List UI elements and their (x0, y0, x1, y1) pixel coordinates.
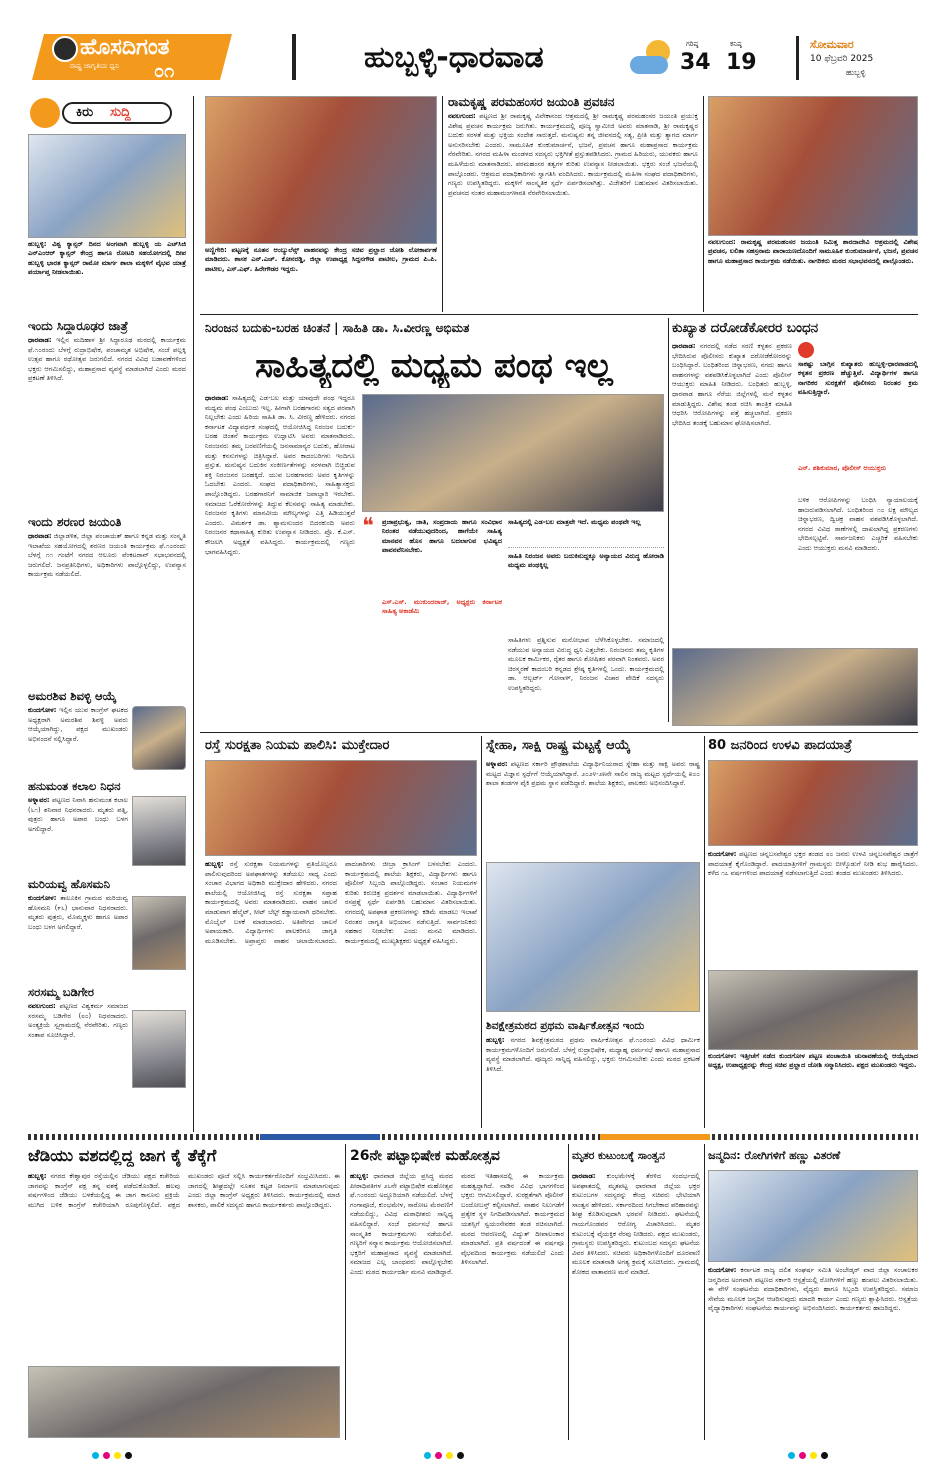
shivakshetra-place: ಹುಬ್ಬಳ್ಳಿ: (486, 1036, 505, 1044)
obit-place: ಕುಂದಗೋಳ: (28, 706, 57, 714)
column-rule (668, 318, 669, 722)
column-rule (345, 1144, 346, 1440)
crime-highlight-text: ಸಾಕಷ್ಟು ಬಾಗ್ಗಿನ ಕುಖ್ಯಾತರು ಹುಬ್ಬಳ್ಳಿ-ಧಾರವಾಡದಲ್ಲಿ ಕಳ್ಳತನ ಪ್ರಕರಣ ಹೆಚ್ಚುತ್ತಿವೆ. ವಿದ್ಯಾರ್ಥಿಗಳ ಹಾಗೂ ನಾಗರಿಕರ ಸುರಕ್ಷತೆಗೆ ಪೊಲೀಸರು ನಿರಂತರ ಕ್ರಮ ವಹಿಸುತ್ತಿದ್ದಾರೆ. (798, 360, 918, 397)
padayatra-title: 80 ಜನರಿಂದ ಉಳವಿ ಪಾದಯಾತ್ರೆ (708, 738, 852, 753)
lead-headline: ಸಾಹಿತ್ಯದಲ್ಲಿ ಮಧ್ಯಮ ಪಂಥ ಇಲ್ಲ (255, 346, 613, 386)
sneha-body (486, 760, 700, 856)
jdu-photo (28, 1366, 340, 1438)
alert-icon (798, 342, 814, 358)
obit-body (28, 796, 128, 866)
lead-place: ಧಾರವಾಡ: (205, 394, 229, 402)
obit-place: ಕುಂದಗೋಳ: (28, 894, 57, 902)
mritara-body (572, 1172, 700, 1438)
lead-quote: ಪ್ರಜಾಪ್ರಭುತ್ವ, ಜಾತಿ, ಸಂಪ್ರದಾಯ ಹಾಗೂ ಸಂವಿಧಾನ ನಿರಂತರ ನಡೆಯುವುದರಿಂದ, ಹಾಗೆಯೇ ಸಾಹಿತ್ಯ ಮಾನವನ ಹೊಸ ಹಾಗೂ ಬದಲಾಗುವ ಭವಿಷ್ಯದ ಪಾವನವೆನಿಸಬೇಕು. (382, 518, 502, 555)
lead-quote-author: ಎಸ್.ಎಸ್. ಮುಕುಂದರಾಜ್, ಅಧ್ಯಕ್ಷರು ಕರ್ನಾಟಕ ಸಾಹಿತ್ಯ ಅಕಾಡೆಮಿ (382, 598, 502, 616)
lead-bullets (508, 518, 664, 630)
weather-icon (628, 38, 676, 78)
quote-icon: ❝ (362, 514, 374, 539)
lead-body-left (205, 394, 355, 724)
brand-name: ಹೊಸದಿಗಂತ (80, 35, 170, 60)
section-rule (200, 732, 918, 733)
sneha-photo (486, 862, 700, 1012)
obit-title: ಸರಸಮ್ಮ ಬಡಿಗೇರ (28, 985, 94, 999)
road-safety-photo (205, 760, 477, 856)
crime-body-2: ಬಳಿಕ ಆರೋಪಿಗಳನ್ನು ಬಂಧಿಸಿ ನ್ಯಾಯಾಲಯಕ್ಕೆ ಹಾಜರುಪಡಿಸಲಾಗಿದೆ. ಬಂಧಿತರಿಂದ ೧೦ ಲಕ್ಷ ಮೌಲ್ಯದ ಚಿನ್ನಾಭರಣ, ದ್ವಿಚಕ್ರ ವಾಹನ ವಶಪಡಿಸಿಕೊಳ್ಳಲಾಗಿದೆ. ನಗರದ ವಿವಿಧ ಠಾಣೆಗಳಲ್ಲಿ ದಾಖಲಾಗಿದ್ದ ಪ್ರಕರಣಗಳು ಭೇದಿಸಲ್ಪಟ್ಟಿವೆ. ಸಾರ್ವಜನಿಕರು ಎಚ್ಚರಿಕೆ ವಹಿಸಬೇಕು ಎಂದು ಆಯುಕ್ತರು ಮನವಿ ಮಾಡಿದರು. (798, 496, 918, 552)
day-label: ಸೋಮವಾರ (810, 38, 854, 51)
obit-portrait (132, 1010, 186, 1088)
column-rule (481, 736, 482, 1128)
padayatra-photo (708, 760, 918, 846)
paramahamsa-title: ರಾಮಕೃಷ್ಣ ಪರಮಹಂಸರ ಜಯಂತಿ ಪ್ರವಚನ (448, 95, 615, 109)
police-photo (672, 648, 918, 726)
accent-bar-orange (600, 1134, 710, 1140)
pattabhisheka-title: 26ನೇ ಪಟ್ಟಾಭಿಷೇಕ ಮಹೋತ್ಸವ (350, 1148, 500, 1164)
obit-text: ತಾಲೂಕಿನ ಗ್ರಾಮದ ಮರಿಯವ್ವ ಹೊಸಮನಿ (೯೬) ಭಾನುವಾರ ನಿಧನರಾದರು. ಮೃತರು ಪುತ್ರರು, ಮೊಮ್ಮಕ್ಕಳು ಹಾಗೂ ಅಪಾರ ಬಂಧು ಬಳಗ ಅಗಲಿದ್ದಾರೆ. (28, 894, 128, 931)
obit-place: ನವಲಗುಂದ: (28, 1002, 56, 1010)
kiru-item-place: ಧಾರವಾಡ: (28, 336, 52, 344)
road-safety-body (205, 860, 477, 1128)
obit-body (28, 1002, 128, 1130)
crime-place: ಧಾರವಾಡ: (672, 342, 696, 350)
birthday-title: ಜನ್ಮದಿನ: ರೋಗಿಗಳಿಗೆ ಹಣ್ಣು ವಿತರಣೆ (708, 1149, 841, 1162)
title-divider (292, 34, 296, 80)
min-temp-value: 19 (726, 50, 757, 75)
lead-text: ಸಾಹಿತ್ಯದಲ್ಲಿ ಎಡ-ಬಲ ಮತ್ತು ಯಾವುದೇ ಪಂಥ ಇದ್ದರೂ ಮಧ್ಯಮ ಪಂಥ ಎಂಬುದು ಇಲ್ಲ. ಹೀಗಾಗಿ ಬರಹಗಾರನು ಸತ್ಯದ ಪರವಾಗಿ ನಿಲ್ಲಬೇಕು ಎಂದು ಹಿರಿಯ ಸಾಹಿತಿ ಡಾ. ಸಿ. ವೀರಣ್ಣ ಹೇಳಿದರು. ನಗರದ ಕರ್ನಾಟಕ ವಿದ್ಯಾವರ್ಧಕ ಸಂಘದಲ್ಲಿ ಆಯೋಜಿಸಿದ್ದ ನಿರಂಜನ ಬದುಕು-ಬರಹ ಚಿಂತನೆ ಕಾರ್ಯಕ್ರಮ ಉದ್ಘಾಟಿಸಿ ಅವರು ಮಾತನಾಡಿದರು. ನಿರಂಜನರು ತಮ್ಮ ಬರವಣಿಗೆಯಲ್ಲಿ ಜನಸಾಮಾನ್ಯರ ಬದುಕು, ಹೋರಾಟ ಮತ್ತು ಕನಸುಗಳನ್ನು ಚಿತ್ರಿಸಿದ್ದಾರೆ. ಅವರ ಕಾದಂಬರಿಗಳು ಇಂದಿಗೂ ಪ್ರಸ್ತುತ. ಮನುಷ್ಯನ ಬದುಕಿನ ಸಂಕೀರ್ಣತೆಗಳನ್ನು ಸರಳವಾಗಿ ಬಿಚ್ಚಿಡುವ ಶಕ್ತಿ ನಿರಂಜನರ ಬರಹಕ್ಕಿದೆ. ಯುವ ಬರಹಗಾರರು ಅವರ ಕೃತಿಗಳನ್ನು ಓದಬೇಕು ಎಂದರು. ಸಂಘದ ಪದಾಧಿಕಾರಿಗಳು, ಸಾಹಿತ್ಯಾಸಕ್ತರು ಪಾಲ್ಗೊಂಡಿದ್ದರು. ಬರಹಗಾರನಿಗೆ ಸಾಮಾಜಿಕ ಜವಾಬ್ದಾರಿ ಇರಬೇಕು. ಸಮಾಜದ ಓರೆಕೋರೆಗಳನ್ನು ತಿದ್ದುವ ಕೆಲಸವನ್ನು ಸಾಹಿತ್ಯ ಮಾಡಬೇಕು. ನಿರಂಜನರ ಕೃತಿಗಳು ಮಾನವೀಯ ಮೌಲ್ಯಗಳನ್ನು ಎತ್ತಿ ಹಿಡಿಯುತ್ತವೆ ಎಂದರು. ವಿಮರ್ಶಕ ಡಾ. ಶ್ಯಾಮಸುಂದರ ಬಿದರಕುಂದಿ ಅವರು ನಿರಂಜನರ ಕಥಾಸಾಹಿತ್ಯ ಕುರಿತು ಉಪನ್ಯಾಸ ನೀಡಿದರು. ಪ್ರೊ. ಕೆ.ಎಸ್. ಕೌಜಲಗಿ ಅಧ್ಯಕ್ಷತೆ ವಹಿಸಿದ್ದರು. ಕಾರ್ಯಕ್ರಮದಲ್ಲಿ ಗಣ್ಯರು ಭಾಗವಹಿಸಿದ್ದರು. (205, 394, 355, 556)
crime-highlight-author: ಎನ್. ಶಶಿಕುಮಾರ, ಪೊಲೀಸ್ ಆಯುಕ್ತರು (798, 464, 887, 472)
shivakshetra-body (486, 1036, 700, 1128)
section-stripe (28, 1134, 918, 1140)
pattabhisheka-body (350, 1172, 564, 1438)
cancer-day-caption: ಹುಬ್ಬಳ್ಳಿ: ವಿಶ್ವ ಕ್ಯಾನ್ಸರ್ ದಿನದ ಅಂಗವಾಗಿ ಹುಬ್ಬಳ್ಳಿ ಯ ಎಚ್‌ಸಿಜಿ ಎನ್‌ಎಂಆರ್ ಕ್ಯಾನ್ಸರ್ ಕೇಂದ್ರ ಹಾಗೂ ರೋಟರಿ ಸಹಯೋಗದಲ್ಲಿ ದೀಪ ಹುಬ್ಬಳ್ಳಿ ಭಾರತ ಕ್ಯಾನ್ಸರ್ ರಾಮೋ ಮಾರ್ಗ ಶಾಲಾ ಮಕ್ಕಳಿಗೆ ವೈಭವ ಯಾತ್ರೆ ಪರ್ಯಾಪ್ತ ನೀಡಲಾಯಿತು. (28, 240, 186, 277)
cancer-day-photo (28, 134, 186, 238)
road-safety-title: ರಸ್ತೆ ಸುರಕ್ಷತಾ ನಿಯಮ ಪಾಲಿಸಿ: ಮುಕ್ತೇದಾರ (205, 738, 390, 753)
edition-title: ಹುಬ್ಬಳ್ಳಿ-ಧಾರವಾಡ (364, 40, 544, 75)
color-registration-marks (788, 1444, 832, 1460)
obit-text: ಪಟ್ಟಣದ ನಿವಾಸಿ ಹನುಮಂತ ಕಲಾಲ (೬೧) ಶನಿವಾರ ನಿಧನರಾದರು. ಮೃತರು ಪತ್ನಿ, ಪುತ್ರರು ಹಾಗೂ ಅಪಾರ ಬಂಧು ಬಳಗ ಅಗಲಿದ್ದಾರೆ. (28, 796, 128, 833)
column-rule (442, 96, 443, 312)
crime-highlight (798, 342, 918, 492)
obit-portrait (132, 706, 186, 770)
section-rule (200, 314, 918, 315)
color-registration-marks (92, 1444, 136, 1460)
kiru-item-text: ಜಿಲ್ಲಾಡಳಿತ, ಜಿಲ್ಲಾ ಪಂಚಾಯತ್ ಹಾಗೂ ಕನ್ನಡ ಮತ್ತು ಸಂಸ್ಕೃತಿ ಇಲಾಖೆಯ ಸಹಯೋಗದಲ್ಲಿ ಶರಣರ ಜಯಂತಿ ಕಾರ್ಯಕ್ರಮ ಫೆ.೧೦ರಂದು ಬೆಳಗ್ಗೆ ೧೧ ಗಂಟೆಗೆ ನಗರದ ಆಲೂರು ವೆಂಕಟರಾವ್ ಸಭಾಭವನದಲ್ಲಿ ಜರುಗಲಿದೆ. ಜನಪ್ರತಿನಿಧಿಗಳು, ಅಧಿಕಾರಿಗಳು ಪಾಲ್ಗೊಳ್ಳಲಿದ್ದು, ಉಪನ್ಯಾಸ ಕಾರ್ಯಕ್ರಮ ನಡೆಯಲಿದೆ. (28, 532, 186, 579)
column-rule (703, 96, 704, 312)
lead-bullet: ಸಾಹಿತಿ ನಿರಂಜನ ಅವರು ಬದುಕಿನುದ್ದಕ್ಕೂ ಅನ್ಯಾಯದ ವಿರುದ್ಧ ಹೋರಾಡಿ ಮಧ್ಯಮ ಪಂಥಕ್ಕಿಲ್ಲ (508, 552, 664, 570)
birthday-text: ಕರ್ನಾಟಕ ರಾಜ್ಯ ದಲಿತ ಸಂಘರ್ಷ ಸಮಿತಿ ಅಂಬೇಡ್ಕರ್ ವಾದ ಜಿಲ್ಲಾ ಸಂಚಾಲಕರ ಜನ್ಮದಿನದ ಅಂಗವಾಗಿ ಪಟ್ಟಣದ ಸರ್ಕಾರಿ ಆಸ್ಪತ್ರೆಯಲ್ಲಿ ರೋಗಿಗಳಿಗೆ ಹಣ್ಣು ಹಂಪಲು ವಿತರಿಸಲಾಯಿತು. ಈ ವೇಳೆ ಸಂಘಟನೆಯ ಪದಾಧಿಕಾರಿಗಳು, ವೈದ್ಯರು ಹಾಗೂ ಸಿಬ್ಬಂದಿ ಉಪಸ್ಥಿತರಿದ್ದರು. ಸಮಾಜ ಸೇವೆಯ ಮೂಲಕ ಜನ್ಮದಿನ ಆಚರಿಸುವುದು ಮಾದರಿ ಕಾರ್ಯ ಎಂದು ಗಣ್ಯರು ಶ್ಲಾಘಿಸಿದರು. ಆಸ್ಪತ್ರೆಯ ವೈದ್ಯಾಧಿಕಾರಿಗಳು ಸಂಘಟನೆಯ ಕಾರ್ಯವನ್ನು ಅಭಿನಂದಿಸಿದರು. ಕಾರ್ಯಕರ್ತರು ಹಾಜರಿದ್ದರು. (708, 1266, 918, 1313)
color-registration-marks (424, 1444, 468, 1460)
date-divider (796, 36, 799, 80)
pattabhisheka-place: ಹುಬ್ಬಳ್ಳಿ: (350, 1172, 369, 1180)
max-temp-label: ಗರಿಷ್ಠ (686, 40, 699, 48)
pattabhisheka-text: ಧಾರವಾಡ ಜಿಲ್ಲೆಯ ಪ್ರಸಿದ್ಧ ಮಠದ ಪೀಠಾಧಿಪತಿಗಳ ೨೬ನೇ ಪಟ್ಟಾಭಿಷೇಕ ಮಹೋತ್ಸವ ಫೆ.೧೦ರಂದು ಅದ್ದೂರಿಯಾಗಿ ನಡೆಯಲಿದೆ. ಬೆಳಗ್ಗೆ ಗಂಗಾಪೂಜೆ, ಕುಂಭಮೇಳ, ಸಾರೋಟ ಮೆರವಣಿಗೆ ನಡೆಯಲಿದ್ದು, ವಿವಿಧ ಮಠಾಧೀಶರು ಸಾನ್ನಿಧ್ಯ ವಹಿಸಲಿದ್ದಾರೆ. ಸಂಜೆ ಧರ್ಮಸಭೆ ಹಾಗೂ ಸಾಂಸ್ಕೃತಿಕ ಕಾರ್ಯಕ್ರಮಗಳು ನಡೆಯಲಿವೆ. ಗಣ್ಯರಿಗೆ ಸನ್ಮಾನ ಕಾರ್ಯಕ್ರಮ ಆಯೋಜಿಸಲಾಗಿದೆ. ಭಕ್ತರಿಗೆ ಮಹಾಪ್ರಸಾದ ವ್ಯವಸ್ಥೆ ಮಾಡಲಾಗಿದೆ. ಸಮಾಜದ ಎಲ್ಲ ಬಾಂಧವರು ಪಾಲ್ಗೊಳ್ಳಬೇಕು ಎಂದು ಮಠದ ಕಾರ್ಯದರ್ಶಿ ಮನವಿ ಮಾಡಿದ್ದಾರೆ. ಮಠದ ಇತಿಹಾಸದಲ್ಲಿ ಈ ಕಾರ್ಯಕ್ರಮ ಮಹತ್ವದ್ದಾಗಿದೆ. ನಾಡಿನ ವಿವಿಧ ಭಾಗಗಳಿಂದ ಭಕ್ತರು ಆಗಮಿಸಲಿದ್ದಾರೆ. ಸುರಕ್ಷತೆಗಾಗಿ ಪೊಲೀಸ್ ಬಂದೋಬಸ್ತ್ ಕಲ್ಪಿಸಲಾಗಿದೆ. ವಾಹನ ನಿಲುಗಡೆಗೆ ಪ್ರತ್ಯೇಕ ಸ್ಥಳ ನಿಗದಿಪಡಿಸಲಾಗಿದೆ. ಕಾರ್ಯಕ್ರಮದ ಯಶಸ್ಸಿಗೆ ಸ್ವಯಂಸೇವಕರ ತಂಡ ರಚಿಸಲಾಗಿದೆ. ಮಠದ ಆವರಣದಲ್ಲಿ ವಿದ್ಯುತ್ ದೀಪಾಲಂಕಾರ ಮಾಡಲಾಗಿದೆ. ಪ್ರತಿ ವರ್ಷದಂತೆ ಈ ವರ್ಷವೂ ವೈಭವದಿಂದ ಕಾರ್ಯಕ್ರಮ ನಡೆಯಲಿದೆ ಎಂದು ತಿಳಿಸಲಾಗಿದೆ. (350, 1172, 564, 1276)
kirusuddi-column (28, 96, 186, 1136)
obit-place: ಅಳ್ನಾವರ: (28, 796, 50, 804)
jdu-text: ನಗರದ ಕೇಶ್ವಾಪುರ ರಸ್ತೆಯಲ್ಲಿನ ಜೆಡಿಯು ಪಕ್ಷದ ಕಚೇರಿಯ ಜಾಗವನ್ನು ಕಾಂಗ್ರೆಸ್ ಪಕ್ಷ ತನ್ನ ವಶಕ್ಕೆ ಪಡೆದುಕೊಂಡಿದೆ. ಹಲವು ವರ್ಷಗಳಿಂದ ಜೆಡಿಯು ಬಳಕೆಯಲ್ಲಿದ್ದ ಈ ಜಾಗ ಕಾನೂನು ಪ್ರಕ್ರಿಯೆ ಮುಗಿದ ಬಳಿಕ ಕಾಂಗ್ರೆಸ್ ಕಚೇರಿಯಾಗಿ ರೂಪುಗೊಳ್ಳಲಿದೆ. ಪಕ್ಷದ ಮುಖಂಡರು ಪೂಜೆ ಸಲ್ಲಿಸಿ ಕಾರ್ಯಕರ್ತರೊಂದಿಗೆ ಸಂಭ್ರಮಿಸಿದರು. ಈ ಜಾಗದಲ್ಲಿ ಶೀಘ್ರದಲ್ಲೇ ನೂತನ ಕಟ್ಟಡ ನಿರ್ಮಾಣ ಮಾಡಲಾಗುವುದು ಎಂದು ಜಿಲ್ಲಾ ಕಾಂಗ್ರೆಸ್ ಅಧ್ಯಕ್ಷರು ತಿಳಿಸಿದರು. ಕಾರ್ಯಕ್ರಮದಲ್ಲಿ ಮಾಜಿ ಶಾಸಕರು, ಪಾಲಿಕೆ ಸದಸ್ಯರು ಹಾಗೂ ಕಾರ್ಯಕರ್ತರು ಪಾಲ್ಗೊಂಡಿದ್ದರು. (28, 1172, 340, 1209)
sneha-text: ಪಟ್ಟಣದ ಸರ್ಕಾರಿ ಪ್ರೌಢಶಾಲೆಯ ವಿದ್ಯಾರ್ಥಿನಿಯರಾದ ಸ್ನೇಹಾ ಮತ್ತು ಸಾಕ್ಷಿ ಅವರು ರಾಷ್ಟ್ರ ಮಟ್ಟದ ವಿಜ್ಞಾನ ಸ್ಪರ್ಧೆಗೆ ಆಯ್ಕೆಯಾಗಿದ್ದಾರೆ. ೨೦೨೪-೨೫ನೇ ಸಾಲಿನ ರಾಜ್ಯ ಮಟ್ಟದ ಸ್ಪರ್ಧೆಯಲ್ಲಿ ೫೦೦ ಶಾಲಾ ತಂಡಗಳ ಪೈಕಿ ಪ್ರಥಮ ಸ್ಥಾನ ಪಡೆದಿದ್ದಾರೆ. ಶಾಲೆಯ ಶಿಕ್ಷಕರು, ಪಾಲಕರು ಅಭಿನಂದಿಸಿದ್ದಾರೆ. (486, 760, 700, 788)
kiru-item-title: ಇಂದು ಸಿದ್ಧಾರೂಢರ ಜಾತ್ರೆ (28, 319, 129, 333)
paramahamsa-text: ಪಟ್ಟಣದ ಶ್ರೀ ರಾಮಕೃಷ್ಣ ವಿವೇಕಾನಂದ ಆಶ್ರಮದಲ್ಲಿ ಶ್ರೀ ರಾಮಕೃಷ್ಣ ಪರಮಹಂಸರ ಜಯಂತಿ ಪ್ರಯುಕ್ತ ವಿಶೇಷ ಪ್ರವಚನ ಕಾರ್ಯಕ್ರಮ ಜರುಗಿತು. ಕಾರ್ಯಕ್ರಮದಲ್ಲಿ ಪೂಜ್ಯ ಸ್ವಾಮೀಜಿ ಅವರು ಮಾತನಾಡಿ, ಶ್ರೀ ರಾಮಕೃಷ್ಣರ ಬದುಕು ಸರಳತೆ ಮತ್ತು ಭಕ್ತಿಯ ಸಂದೇಶ ಸಾರುತ್ತದೆ. ಮನುಷ್ಯನು ತನ್ನ ಜೀವನದಲ್ಲಿ ಸತ್ಯ, ಪ್ರೀತಿ ಮತ್ತು ತ್ಯಾಗದ ಮಾರ್ಗ ಅನುಸರಿಸಬೇಕು ಎಂದರು. ಸಾಮೂಹಿಕ ಕುಂಕುಮಾರ್ಚನೆ, ಭಜನೆ, ಪ್ರವಚನ ಹಾಗೂ ಮಹಾಪ್ರಸಾದ ಕಾರ್ಯಕ್ರಮ ನೆರವೇರಿತು. ನಗರದ ಮಹಿಳಾ ಮಂಡಳದ ಸದಸ್ಯರು ಭಕ್ತಿಗೀತೆ ಪ್ರಸ್ತುತಪಡಿಸಿದರು. ಗ್ರಾಮದ ಹಿರಿಯರು, ಯುವಕರು ಹಾಗೂ ಮಹಿಳೆಯರು ಮಾತನಾಡಿದರು. ಪರಮಹಂಸರ ತತ್ವಗಳ ಕುರಿತು ಉಪನ್ಯಾಸ ನೀಡಲಾಯಿತು. ಭಕ್ತರು ಸಂಜೆ ಭಜನೆಯಲ್ಲಿ ಪಾಲ್ಗೊಂಡರು. ಆಶ್ರಮದ ಪದಾಧಿಕಾರಿಗಳು ಸ್ವಾಗತಿಸಿ ವಂದಿಸಿದರು. ಕಾರ್ಯಕ್ರಮದಲ್ಲಿ ಮಹಿಳಾ ಸಂಘದ ಪದಾಧಿಕಾರಿಗಳು, ಗಣ್ಯರು ಉಪಸ್ಥಿತರಿದ್ದರು. ಮಕ್ಕಳಿಗೆ ಸಾಂಸ್ಕೃತಿಕ ಸ್ಪರ್ಧೆ ಏರ್ಪಡಿಸಲಾಗಿತ್ತು. ವಿಜೇತರಿಗೆ ಬಹುಮಾನ ವಿತರಿಸಲಾಯಿತು. ಪ್ರವಚನದ ನಂತರ ಮಹಾಮಂಗಳಾರತಿ ನೆರವೇರಿಸಲಾಯಿತು. (448, 112, 698, 197)
max-temp-value: 34 (680, 50, 711, 75)
kundgol-caption: ಕುಂದಗೋಳ: ಇತ್ತೀಚೆಗೆ ನಡೆದ ಕುಂದಗೋಳ ಪಟ್ಟಣ ಪಂಚಾಯಿತಿ ಚುನಾವಣೆಯಲ್ಲಿ ಆಯ್ಕೆಯಾದ ಅಧ್ಯಕ್ಷ, ಉಪಾಧ್ಯಕ್ಷರನ್ನು ಕೇಂದ್ರ ಸಚಿವ ಪ್ರಲ್ಹಾದ ಜೋಶಿ ಸನ್ಮಾನಿಸಿದರು. ಪಕ್ಷದ ಮುಖಂಡರು ಇದ್ದರು. (708, 1052, 918, 1070)
ambulance-caption: ಅಣ್ಣಿಗೇರಿ: ಪಟ್ಟಣಕ್ಕೆ ನೂತನ ಆಂಬ್ಯುಲೆನ್ಸ್ ವಾಹನವನ್ನು ಕೇಂದ್ರ ಸಚಿವ ಪ್ರಲ್ಹಾದ ಜೋಶಿ ಲೋಕಾರ್ಪಣೆ ಮಾಡಿದರು. ಶಾಸಕ ಎನ್.ಎಚ್. ಕೋನರಡ್ಡಿ, ಜಿಲ್ಲಾ ಉಪಾಧ್ಯಕ್ಷ ಸಿದ್ದನಗೌಡ ಪಾಟೀಲ, ಗ್ರಾಮದ ಪಿ.ಪಿ. ಪಾಟೀಲ, ಎಸ್.ಎಫ್. ಹಿರೇಗೌಡರ ಇದ್ದರು. (205, 246, 437, 273)
jdu-body (28, 1172, 340, 1362)
obit-title: ಹನುಮಂತ ಕಲಾಲ ನಿಧನ (28, 779, 121, 793)
lead-photo (362, 394, 664, 512)
mritara-place: ಧಾರವಾಡ: (572, 1172, 596, 1180)
column-rule (704, 1144, 705, 1440)
kiru-item-text: ಇಲ್ಲಿನ ಮದಿಹಾಳ ಶ್ರೀ ಸಿದ್ದಾರೂಢ ಮಠದಲ್ಲಿ ಕಾರ್ಯಕ್ರಮ ಫೆ.೧೦ರಂದು ಬೆಳಗ್ಗೆ ರುದ್ರಾಭಿಷೇಕ, ಪಂಚಾಮೃತ ಅಭಿಷೇಕ, ಸಂಜೆ ಪಲ್ಲಕ್ಕಿ ಉತ್ಸವ ಹಾಗೂ ರಥೋತ್ಸವ ಜರುಗಲಿದೆ. ನಗರದ ವಿವಿಧ ಬಡಾವಣೆಗಳಿಂದ ಭಕ್ತರು ಆಗಮಿಸಲಿದ್ದು, ಮಹಾಪ್ರಸಾದ ವ್ಯವಸ್ಥೆ ಮಾಡಲಾಗಿದೆ ಎಂದು ಮಠದ ಪ್ರಕಟಣೆ ತಿಳಿಸಿದೆ. (28, 336, 186, 383)
paramahamsa-place: ನವಲಗುಂದ: (448, 112, 476, 120)
road-safety-place: ಹುಬ್ಬಳ್ಳಿ: (205, 860, 224, 868)
shivakshetra-title: ಶಿವಕ್ಷೇತ್ರಮಠದ ಪ್ರಥಮ ವಾರ್ಷಿಕೋತ್ಸವ ಇಂದು (486, 1020, 645, 1032)
kirusuddi-label-a: ಕಿರು (76, 105, 94, 120)
column-rule (193, 96, 194, 1132)
crime-body (672, 342, 792, 642)
kirusuddi-label-b: ಸುದ್ದಿ (110, 105, 131, 120)
kiru-item-body (28, 336, 186, 502)
padayatra-text: ಪಟ್ಟಣದ ಚನ್ನಬಸವೇಶ್ವರ ಭಕ್ತರ ತಂಡದ ೮೦ ಜನರು ಉಳವಿ ಚನ್ನಬಸವೇಶ್ವರ ಜಾತ್ರೆಗೆ ಪಾದಯಾತ್ರೆ ಕೈಗೊಂಡಿದ್ದಾರೆ. ಪಾದಯಾತ್ರಿಗಳಿಗೆ ಗ್ರಾಮಸ್ಥರು ಬೀಳ್ಕೊಡುಗೆ ನೀಡಿ ಶುಭ ಹಾರೈಸಿದರು. ಕಳೆದ ೧೭ ವರ್ಷಗಳಿಂದ ಪಾದಯಾತ್ರೆ ನಡೆಸಲಾಗುತ್ತಿದೆ ಎಂದು ತಂಡದ ಮುಖಂಡರು ತಿಳಿಸಿದರು. (708, 850, 918, 878)
jdu-place: ಹುಬ್ಬಳ್ಳಿ: (28, 1172, 47, 1180)
paramahamsa-body (448, 112, 698, 312)
min-temp-label: ಕನಿಷ್ಠ (730, 40, 742, 48)
mritara-text: ಕುಂಭಮೇಳಕ್ಕೆ ತೆರಳಿದ ಸಂದರ್ಭದಲ್ಲಿ ಅಪಘಾತದಲ್ಲಿ ಮೃತಪಟ್ಟ ಧಾರವಾಡ ಜಿಲ್ಲೆಯ ಭಕ್ತರ ಕುಟುಂಬಗಳ ಸದಸ್ಯರನ್ನು ಕೇಂದ್ರ ಸಚಿವರು ಭೇಟಿಯಾಗಿ ಸಾಂತ್ವನ ಹೇಳಿದರು. ಸರ್ಕಾರದಿಂದ ಸಿಗಬೇಕಾದ ಪರಿಹಾರವನ್ನು ಶೀಘ್ರ ಕೊಡಿಸುವುದಾಗಿ ಭರವಸೆ ನೀಡಿದರು. ಘಟನೆಯಲ್ಲಿ ಗಾಯಗೊಂಡವರ ಆರೋಗ್ಯ ವಿಚಾರಿಸಿದರು. ಮೃತರ ಕುಟುಂಬಕ್ಕೆ ವೈಯಕ್ತಿಕ ನೆರವು ನೀಡಿದರು. ಪಕ್ಷದ ಮುಖಂಡರು, ಗ್ರಾಮಸ್ಥರು ಉಪಸ್ಥಿತರಿದ್ದರು. ಕುಟುಂಬದ ಸದಸ್ಯರು ಘಟನೆಯ ವಿವರ ತಿಳಿಸಿದರು. ಸಚಿವರು ಅಧಿಕಾರಿಗಳೊಂದಿಗೆ ದೂರವಾಣಿ ಮೂಲಕ ಮಾತನಾಡಿ ಅಗತ್ಯ ಕ್ರಮಕ್ಕೆ ಸೂಚಿಸಿದರು. ಗ್ರಾಮದಲ್ಲಿ ಶೋಕದ ವಾತಾವರಣ ಮನೆ ಮಾಡಿದೆ. (572, 1172, 700, 1276)
sneha-place: ಅಳ್ನಾವರ: (486, 760, 508, 768)
kundgol-photo (708, 970, 918, 1050)
date-label: 10 ಫೆಬ್ರವರಿ 2025 (810, 54, 874, 64)
column-rule (568, 1144, 569, 1440)
road-safety-text: ರಸ್ತೆ ಸುರಕ್ಷತಾ ನಿಯಮಗಳನ್ನು ಪ್ರತಿಯೊಬ್ಬರೂ ಪಾಲಿಸುವುದರಿಂದ ಅಪಘಾತಗಳನ್ನು ತಡೆಯಲು ಸಾಧ್ಯ ಎಂದು ಸಂಚಾರ ವಿಭಾಗದ ಅಧಿಕಾರಿ ಮುಕ್ತೇದಾರ ಹೇಳಿದರು. ನಗರದ ಶಾಲೆಯಲ್ಲಿ ಆಯೋಜಿಸಿದ್ದ ರಸ್ತೆ ಸುರಕ್ಷತಾ ಸಪ್ತಾಹ ಕಾರ್ಯಕ್ರಮದಲ್ಲಿ ಅವರು ಮಾತನಾಡಿದರು. ವಾಹನ ಚಾಲನೆ ಮಾಡುವಾಗ ಹೆಲ್ಮೆಟ್, ಸೀಟ್ ಬೆಲ್ಟ್ ಕಡ್ಡಾಯವಾಗಿ ಧರಿಸಬೇಕು. ಮೊಬೈಲ್ ಬಳಕೆ ಮಾಡಬಾರದು. ಅತಿವೇಗದ ಚಾಲನೆ ಅಪಾಯಕಾರಿ. ವಿದ್ಯಾರ್ಥಿಗಳು ಪಾಲಕರಿಗೂ ಜಾಗೃತಿ ಮೂಡಿಸಬೇಕು. ಅಪ್ರಾಪ್ತರು ವಾಹನ ಚಲಾಯಿಸಬಾರದು. ಪಾದಚಾರಿಗಳು ಜೀಬ್ರಾ ಕ್ರಾಸಿಂಗ್ ಬಳಸಬೇಕು ಎಂದರು. ಕಾರ್ಯಕ್ರಮದಲ್ಲಿ ಶಾಲೆಯ ಶಿಕ್ಷಕರು, ವಿದ್ಯಾರ್ಥಿಗಳು ಹಾಗೂ ಪೊಲೀಸ್ ಸಿಬ್ಬಂದಿ ಪಾಲ್ಗೊಂಡಿದ್ದರು. ಸಂಚಾರ ನಿಯಮಗಳ ಕುರಿತು ಕಿರುಚಿತ್ರ ಪ್ರದರ್ಶನ ಮಾಡಲಾಯಿತು. ವಿದ್ಯಾರ್ಥಿಗಳಿಗೆ ರಸಪ್ರಶ್ನೆ ಸ್ಪರ್ಧೆ ಏರ್ಪಡಿಸಿ ಬಹುಮಾನ ವಿತರಿಸಲಾಯಿತು. ನಗರದಲ್ಲಿ ಅಪಘಾತ ಪ್ರಕರಣಗಳನ್ನು ಕಡಿಮೆ ಮಾಡಲು ಇಲಾಖೆ ನಿರಂತರ ಜಾಗೃತಿ ಅಭಿಯಾನ ನಡೆಸುತ್ತಿದೆ. ಸಾರ್ವಜನಿಕರು ಸಹಕಾರ ನೀಡಬೇಕು ಎಂದು ಮನವಿ ಮಾಡಿದರು. ಕಾರ್ಯಕ್ರಮದಲ್ಲಿ ಮುಖ್ಯಶಿಕ್ಷಕರು ಅಧ್ಯಕ್ಷತೆ ವಹಿಸಿದ್ದರು. (205, 860, 477, 945)
obit-text: ಇಲ್ಲಿನ ಯುವ ಕಾಂಗ್ರೆಸ್ ಘಟಕದ ಅಧ್ಯಕ್ಷರಾಗಿ ಅಮರಶಿವ ಶಿವಳ್ಳಿ ಅವರು ಆಯ್ಕೆಯಾಗಿದ್ದು, ಪಕ್ಷದ ಮುಖಂಡರು ಅಭಿನಂದನೆ ಸಲ್ಲಿಸಿದ್ದಾರೆ. (28, 706, 128, 743)
brand-tagline: ರಾಷ್ಟ್ರ ಜಾಗೃತಿಯ ಧ್ವನಿ (70, 62, 120, 70)
birthday-body (708, 1266, 918, 1438)
masthead (0, 0, 945, 92)
obit-portrait (132, 796, 186, 866)
kiru-item-title: ಇಂದು ಶರಣರ ಜಯಂತಿ (28, 515, 122, 529)
kiru-item-body (28, 532, 186, 682)
shivakshetra-text: ನಗರದ ಶಿವಕ್ಷೇತ್ರಮಠದ ಪ್ರಥಮ ವಾರ್ಷಿಕೋತ್ಸವ ಫೆ.೧೦ರಂದು ವಿವಿಧ ಧಾರ್ಮಿಕ ಕಾರ್ಯಕ್ರಮಗಳೊಂದಿಗೆ ಜರುಗಲಿದೆ. ಬೆಳಗ್ಗೆ ರುದ್ರಾಭಿಷೇಕ, ಮಧ್ಯಾಹ್ನ ಧರ್ಮಸಭೆ ಹಾಗೂ ಮಹಾಪ್ರಸಾದ ವ್ಯವಸ್ಥೆ ಮಾಡಲಾಗಿದೆ. ಪೂಜ್ಯರು ಸಾನ್ನಿಧ್ಯ ವಹಿಸಲಿದ್ದು, ಭಕ್ತರು ಆಗಮಿಸಬೇಕು ಎಂದು ಮಠದ ಪ್ರಕಟಣೆ ತಿಳಿಸಿದೆ. (486, 1036, 700, 1073)
lead-body-right: ಸಾಹಿತಿಗಳು ಪ್ರಶ್ನಿಸುವ ಮನೋಭಾವ ಬೆಳೆಸಿಕೊಳ್ಳಬೇಕು. ಸಮಾಜದಲ್ಲಿ ನಡೆಯುವ ಅನ್ಯಾಯದ ವಿರುದ್ಧ ಧ್ವನಿ ಎತ್ತಬೇಕು. ನಿರಂಜನರು ತಮ್ಮ ಕೃತಿಗಳ ಮೂಲಕ ಕಾರ್ಮಿಕರ, ರೈತರ ಹಾಗೂ ಶೋಷಿತರ ಪರವಾಗಿ ನಿಂತವರು. ಅವರ ಚಿರಸ್ಮರಣೆ ಕಾದಂಬರಿ ಕನ್ನಡದ ಶ್ರೇಷ್ಠ ಕೃತಿಗಳಲ್ಲಿ ಒಂದು. ಕಾರ್ಯಕ್ರಮದಲ್ಲಿ ಡಾ. ಆಲ್ಬರ್ಟ್ ಗೋನಾಳ್, ನಿರಂಜನ ವಿಚಾರ ವೇದಿಕೆ ಸದಸ್ಯರು ಉಪಸ್ಥಿತರಿದ್ದರು. (508, 636, 664, 692)
kirusuddi-header (28, 96, 186, 130)
birthday-place: ಕುಂದಗೋಳ: (708, 1266, 737, 1274)
accent-bar-blue (260, 1134, 380, 1140)
ashram-photo (708, 96, 918, 236)
lead-bullet: ಸಾಹಿತ್ಯದಲ್ಲಿ ಎಡ-ಬಲ ಮಾತ್ರವೇ ಇದೆ. ಮಧ್ಯಮ ಪಂಥವೇ ಇಲ್ಲ (508, 518, 664, 548)
crime-title: ಕುಖ್ಯಾತ ದರೋಡೆಕೋರರ ಬಂಧನ (672, 320, 819, 336)
obit-title: ಮರಿಯವ್ವ ಹೊಸಮನಿ (28, 877, 110, 891)
birthday-photo (708, 1170, 918, 1262)
obit-body (28, 706, 128, 770)
padayatra-body (708, 850, 918, 964)
obit-body (28, 894, 128, 974)
mritara-title: ಮೃತರ ಕುಟುಂಬಕ್ಕೆ ಸಾಂತ್ವನ (572, 1150, 666, 1162)
column-rule (704, 736, 705, 1128)
ambulance-photo (205, 96, 437, 244)
obit-portrait (132, 896, 186, 970)
page-number: ೦೧ (154, 62, 175, 82)
brand-logo-icon (52, 36, 78, 62)
obit-title: ಅಮರಶಿವ ಶಿವಳ್ಳಿ ಆಯ್ಕೆ (28, 689, 117, 703)
city-label: ಹುಬ್ಬಳ್ಳಿ (846, 68, 866, 77)
lead-kicker: ನಿರಂಜನ ಬದುಕು-ಬರಹ ಚಿಂತನೆ | ಸಾಹಿತಿ ಡಾ. ಸಿ.ವೀರಣ್ಣ ಅಭಿಮತ (205, 321, 470, 335)
sneha-title: ಸ್ನೇಹಾ, ಸಾಕ್ಷಿ ರಾಷ್ಟ್ರ ಮಟ್ಟಕ್ಕೆ ಆಯ್ಕೆ (486, 738, 631, 753)
ashram-caption: ನವಲಗುಂದ: ರಾಮಕೃಷ್ಣ ಪರಮಹಂಸರ ಜಯಂತಿ ನಿಮಿತ್ತ ಶಾರದಾದೇವಿ ಆಶ್ರಮದಲ್ಲಿ ವಿಶೇಷ ಪ್ರವಚನ, ಲಲಿತಾ ಸಹಸ್ರನಾಮ ಪಾರಾಯಣದೊಂದಿಗೆ ಸಾಮೂಹಿಕ ಕುಂಕುಮಾರ್ಚನೆ, ಭಜನೆ, ಪ್ರವಚನ ಹಾಗೂ ಮಹಾಪ್ರಸಾದ ಕಾರ್ಯಕ್ರಮ ನಡೆಯಿತು. ನಾಗರಿಕರು ಮಠದ ಸಭಾಭವನದಲ್ಲಿ ಪಾಲ್ಗೊಂಡರು. (708, 238, 918, 265)
obit-text: ಪಟ್ಟಣದ ವಿಶ್ವಕರ್ಮ ಸಮಾಜದ ಸರಸಮ್ಮ ಬಡಿಗೇರ (೮೦) ನಿಧನರಾದರು. ಅಂತ್ಯಕ್ರಿಯೆ ಸ್ವಗ್ರಾಮದಲ್ಲಿ ನೆರವೇರಿತು. ಗಣ್ಯರು ಸಂತಾಪ ಸೂಚಿಸಿದ್ದಾರೆ. (28, 1002, 128, 1039)
padayatra-place: ಕುಂದಗೋಳ: (708, 850, 737, 858)
lead-quote-box (362, 514, 502, 638)
kiru-item-place: ಧಾರವಾಡ: (28, 532, 52, 540)
hand-icon (30, 98, 60, 128)
jdu-title: ಜೆಡಿಯು ವಶದಲ್ಲಿದ್ದ ಜಾಗ ಕೈ ತೆಕ್ಕೆಗೆ (28, 1146, 217, 1165)
crime-text: ನಗರದಲ್ಲಿ ನಡೆದ ಸರಣಿ ಕಳ್ಳತನ ಪ್ರಕರಣ ಭೇದಿಸಿರುವ ಪೊಲೀಸರು ಕುಖ್ಯಾತ ದರೋಡೆಕೋರರನ್ನು ಬಂಧಿಸಿದ್ದಾರೆ. ಬಂಧಿತರಿಂದ ಚಿನ್ನಾಭರಣ, ನಗದು ಹಾಗೂ ವಾಹನಗಳನ್ನು ವಶಪಡಿಸಿಕೊಳ್ಳಲಾಗಿದೆ ಎಂದು ಪೊಲೀಸ್ ಆಯುಕ್ತರು ಮಾಹಿತಿ ನೀಡಿದರು. ಬಂಧಿತರು ಹುಬ್ಬಳ್ಳಿ, ಧಾರವಾಡ ಹಾಗೂ ನೆರೆಯ ಜಿಲ್ಲೆಗಳಲ್ಲಿ ಮನೆ ಕಳ್ಳತನ ಮಾಡುತ್ತಿದ್ದರು. ವಿಶೇಷ ತಂಡ ರಚಿಸಿ ತಾಂತ್ರಿಕ ಮಾಹಿತಿ ಆಧರಿಸಿ ಆರೋಪಿಗಳನ್ನು ಪತ್ತೆ ಹಚ್ಚಲಾಗಿದೆ. ಪ್ರಕರಣ ಭೇದಿಸಿದ ತಂಡಕ್ಕೆ ಬಹುಮಾನ ಘೋಷಿಸಲಾಗಿದೆ. (672, 342, 792, 427)
